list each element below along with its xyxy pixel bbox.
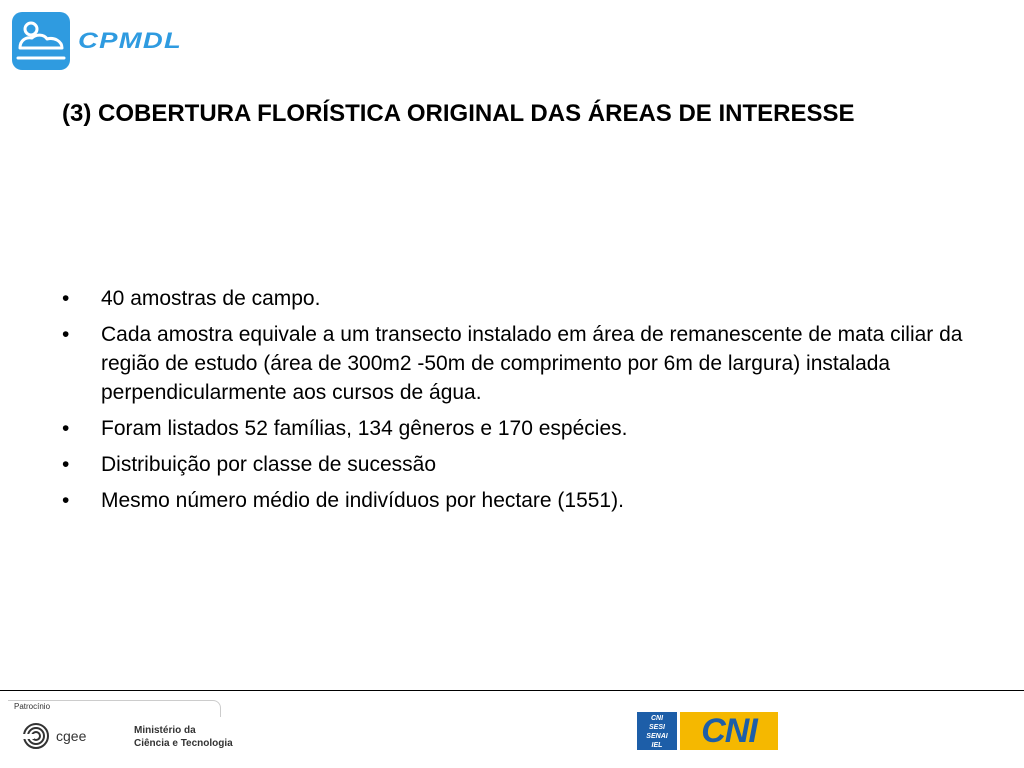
cgee-logo — [22, 722, 86, 750]
bullet-item — [62, 450, 972, 479]
bullet-dot: • — [62, 323, 70, 346]
bullet-dot: • — [62, 453, 70, 476]
cni-badge-line: SENAI — [646, 733, 668, 740]
bullet-dot: • — [62, 417, 70, 440]
bullet-item — [62, 320, 972, 407]
bullet-dot: • — [62, 489, 70, 512]
bullet-text: Cada amostra equivale a um transecto instalado em área de remanescente de mata ciliar da região de estudo (área de 300m2 -50m de comprimento por 6m de largura) instalada perpendicularmente aos cursos de água. — [101, 323, 963, 404]
cgee-label: cgee — [56, 728, 87, 744]
slide-title: (3) COBERTURA FLORÍSTICA ORIGINAL DAS ÁREAS DE INTERESSE — [62, 100, 855, 127]
cni-badge-line: IEL — [651, 742, 663, 749]
bullet-text: Distribuição por classe de sucessão — [101, 453, 436, 476]
cpmdl-logo-text: CPMDL — [78, 28, 183, 53]
bullet-dot: • — [62, 287, 70, 310]
footer-divider — [0, 690, 1024, 691]
cpmdl-logo-icon — [12, 12, 70, 70]
ministerio-line1: Ministério da — [134, 725, 196, 736]
cni-system-badge — [637, 712, 677, 750]
cgee-swirl-icon — [22, 722, 50, 750]
bullet-item — [62, 284, 972, 313]
bullet-list — [62, 284, 972, 522]
bullet-text: Foram listados 52 famílias, 134 gêneros e 170 espécies. — [101, 417, 628, 440]
cni-badge-line: CNI — [650, 715, 664, 722]
ministerio-logo — [134, 724, 233, 750]
cni-logo-text: CNI — [701, 711, 757, 750]
bullet-item — [62, 414, 972, 443]
ministerio-line2: Ciência e Tecnologia — [134, 738, 233, 749]
cni-badge-line: SESI — [649, 724, 665, 731]
patrocinio-label: Patrocínio — [14, 702, 51, 711]
bullet-text: Mesmo número médio de indivíduos por hectare (1551). — [101, 489, 624, 512]
bullet-item — [62, 486, 972, 515]
cni-logo — [680, 712, 778, 750]
bullet-text: 40 amostras de campo. — [101, 287, 321, 310]
